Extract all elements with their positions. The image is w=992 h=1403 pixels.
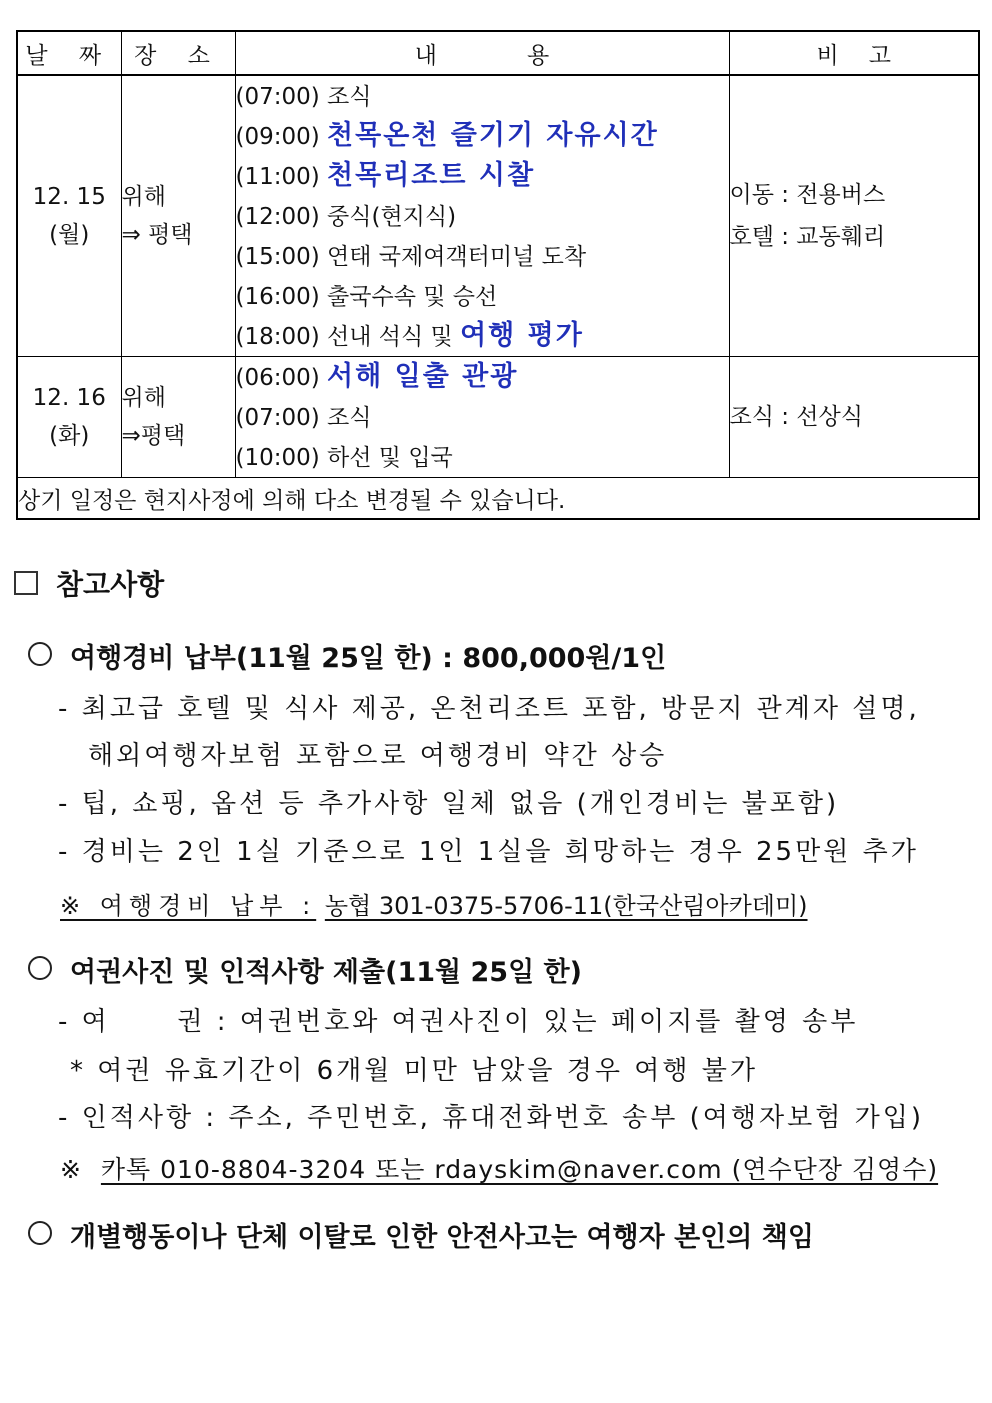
table-footer-row bbox=[17, 478, 979, 520]
item-text: 조식 bbox=[327, 84, 372, 110]
item-highlight: 서해 일출 관광 bbox=[327, 361, 519, 392]
item-highlight: 천목리조트 시찰 bbox=[327, 160, 536, 191]
fee-line: - 최고급 호텔 및 식사 제공, 온천리조트 포함, 방문지 관계자 설명, bbox=[58, 694, 920, 724]
date-day: 12. 15 bbox=[32, 184, 106, 210]
row-content bbox=[235, 357, 729, 478]
item-text: 연태 국제여객터미널 도착 bbox=[327, 244, 587, 270]
item-time: (15:00) bbox=[235, 244, 320, 270]
schedule-item bbox=[236, 437, 729, 477]
contact-line bbox=[60, 1150, 938, 1186]
header-note: 비 고 bbox=[729, 31, 979, 75]
item-text: 중식(현지식) bbox=[327, 204, 457, 230]
item-time: (06:00) bbox=[235, 365, 320, 391]
date-weekday: (월) bbox=[49, 222, 90, 248]
schedule-item bbox=[236, 76, 729, 116]
item-time: (12:00) bbox=[235, 204, 320, 230]
row-content bbox=[235, 75, 729, 357]
schedule-disclaimer: 상기 일정은 현지사정에 의해 다소 변경될 수 있습니다. bbox=[17, 478, 979, 520]
schedule-item bbox=[236, 357, 729, 397]
item-time: (07:00) bbox=[235, 84, 320, 110]
row-date bbox=[17, 75, 121, 357]
header-place: 장 소 bbox=[121, 31, 235, 75]
fee-line: - 팁, 쇼핑, 옵션 등 추가사항 일체 없음 (개인경비는 불포함) bbox=[58, 789, 840, 819]
place-from: 위해 bbox=[121, 385, 166, 411]
schedule-item bbox=[236, 276, 729, 316]
row-note bbox=[729, 75, 979, 357]
item-text: 조식 bbox=[327, 405, 372, 431]
circle-bullet-icon bbox=[28, 956, 52, 980]
date-day: 12. 16 bbox=[32, 385, 106, 411]
fee-line: - 경비는 2인 1실 기준으로 1인 1실을 희망하는 경우 25만원 추가 bbox=[58, 837, 919, 867]
place-to: ⇒ 평택 bbox=[121, 222, 193, 248]
fee-heading-text: 여행경비 납부(11월 25일 한) : 800,000원/1인 bbox=[70, 643, 667, 674]
section-title bbox=[14, 563, 164, 603]
item-time: (16:00) bbox=[235, 284, 320, 310]
passport-line: - 인적사항 : 주소, 주민번호, 휴대전화번호 송부 (여행자보험 가입) bbox=[58, 1103, 924, 1133]
row-place bbox=[121, 75, 235, 357]
schedule-item bbox=[236, 397, 729, 437]
fee-heading bbox=[28, 636, 666, 675]
item-time: (18:00) bbox=[235, 324, 320, 350]
passport-heading bbox=[28, 950, 582, 989]
note-line: 호텔 : 교동훼리 bbox=[729, 224, 886, 250]
table-row bbox=[17, 357, 979, 478]
item-time: (11:00) bbox=[235, 164, 320, 190]
row-place bbox=[121, 357, 235, 478]
table-row bbox=[17, 75, 979, 357]
fee-line: 해외여행자보험 포함으로 여행경비 약간 상승 bbox=[88, 741, 668, 771]
passport-line: - 여 권 : 여권번호와 여권사진이 있는 페이지를 촬영 송부 bbox=[58, 1007, 859, 1037]
schedule-item bbox=[236, 316, 729, 356]
row-note bbox=[729, 357, 979, 478]
item-highlight: 여행 평가 bbox=[460, 320, 584, 351]
note-line: 조식 : 선상식 bbox=[729, 404, 863, 430]
schedule-table bbox=[16, 30, 980, 520]
item-highlight: 천목온천 즐기기 자유시간 bbox=[327, 120, 659, 151]
header-content: 내 용 bbox=[235, 31, 729, 75]
table-header-row bbox=[17, 31, 979, 75]
checkbox-square-icon bbox=[14, 571, 38, 595]
fee-account bbox=[60, 886, 808, 921]
safety-heading bbox=[28, 1215, 814, 1254]
item-time: (09:00) bbox=[235, 124, 320, 150]
item-time: (10:00) bbox=[235, 445, 320, 471]
fee-account-label: ※ 여행경비 납부 : bbox=[60, 892, 317, 920]
contact-text: 카톡 010-8804-3204 또는 rdayskim@naver.com (연수단장 김영수) bbox=[100, 1155, 939, 1184]
passport-line: * 여권 유효기간이 6개월 미만 남았을 경우 여행 불가 bbox=[70, 1056, 758, 1086]
schedule-item bbox=[236, 116, 729, 156]
passport-heading-text: 여권사진 및 인적사항 제출(11월 25일 한) bbox=[70, 957, 582, 988]
place-to: ⇒평택 bbox=[121, 423, 186, 449]
header-date: 날 짜 bbox=[17, 31, 121, 75]
item-text: 선내 석식 및 bbox=[327, 324, 453, 350]
circle-bullet-icon bbox=[28, 642, 52, 666]
place-from: 위해 bbox=[121, 184, 166, 210]
date-weekday: (화) bbox=[49, 423, 90, 449]
safety-heading-text: 개별행동이나 단체 이탈로 인한 안전사고는 여행자 본인의 책임 bbox=[70, 1222, 814, 1253]
item-text: 하선 및 입국 bbox=[327, 445, 453, 471]
section-title-text: 참고사항 bbox=[56, 568, 165, 601]
note-line: 이동 : 전용버스 bbox=[729, 182, 886, 208]
item-time: (07:00) bbox=[235, 405, 320, 431]
schedule-item bbox=[236, 236, 729, 276]
schedule-item bbox=[236, 196, 729, 236]
fee-account-value: 농협 301-0375-5706-11(한국산림아카데미) bbox=[324, 892, 808, 920]
circle-bullet-icon bbox=[28, 1221, 52, 1245]
contact-mark: ※ bbox=[60, 1155, 82, 1184]
item-text: 출국수속 및 승선 bbox=[327, 284, 498, 310]
schedule-item bbox=[236, 156, 729, 196]
row-date bbox=[17, 357, 121, 478]
